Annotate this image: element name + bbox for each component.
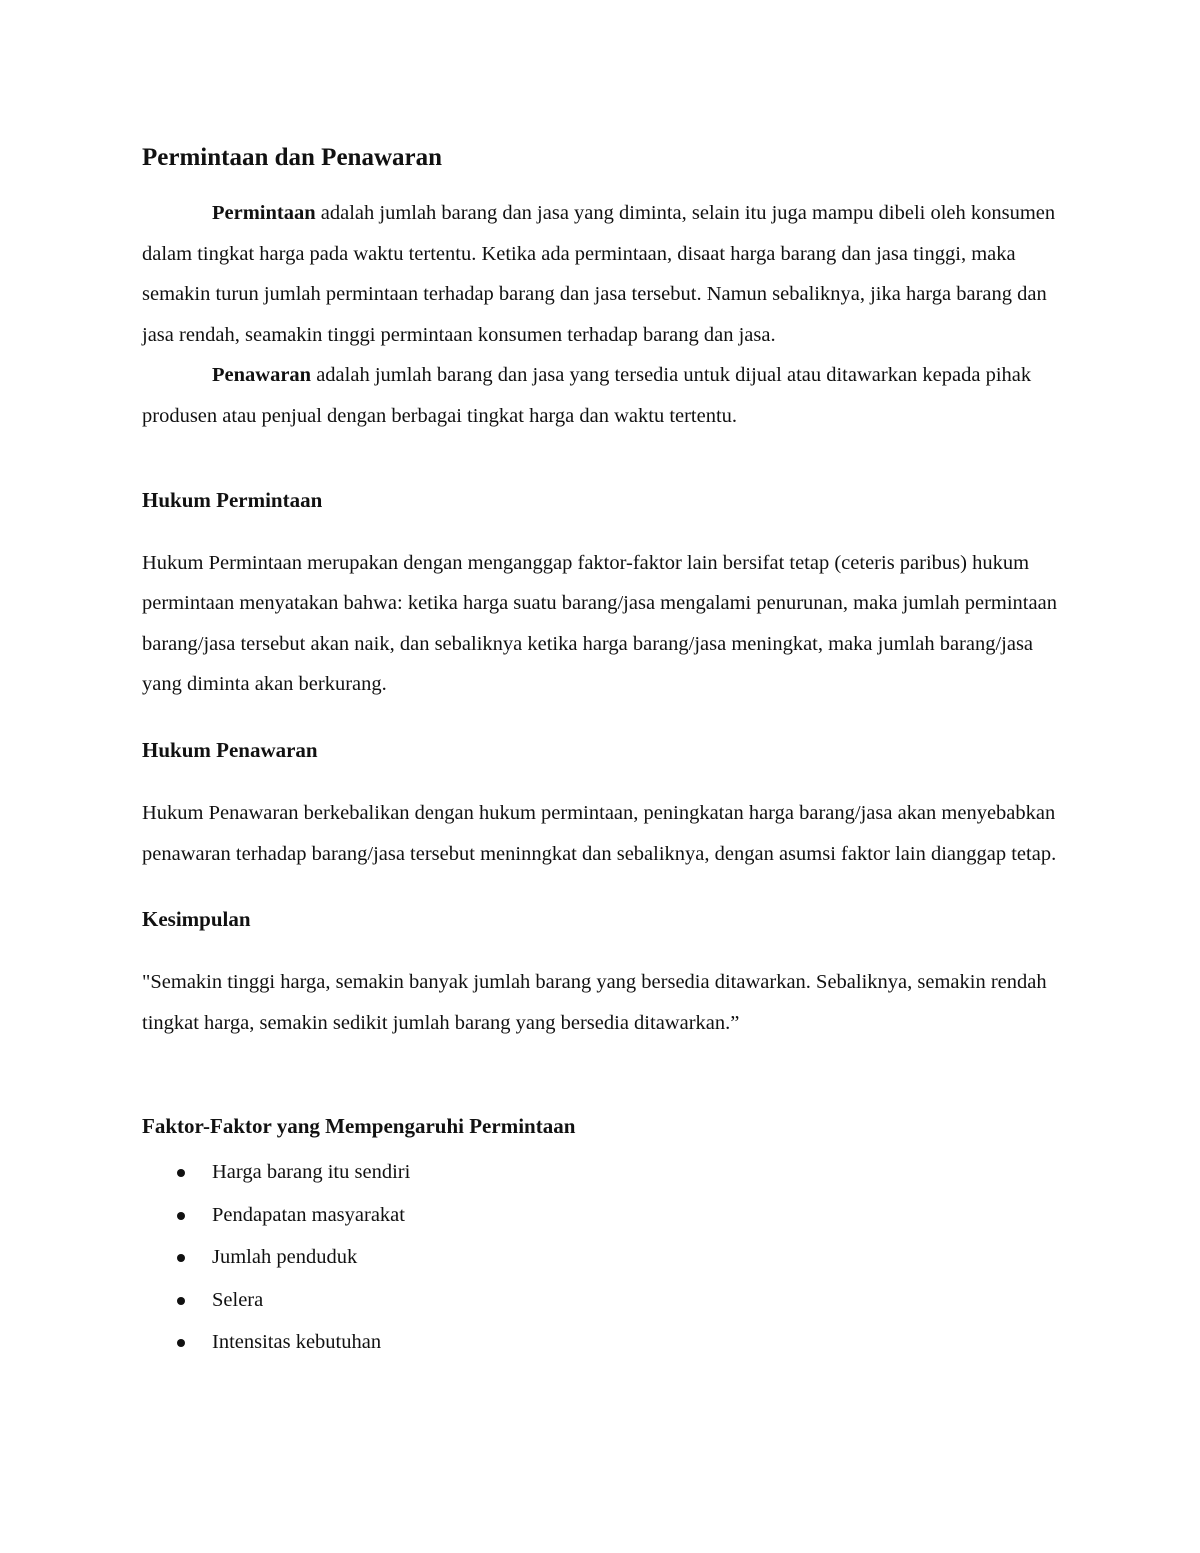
faktor-heading: Faktor-Faktor yang Mempengaruhi Permintaan bbox=[142, 1114, 576, 1139]
bullet-icon bbox=[177, 1212, 185, 1220]
kesimpulan-paragraph: "Semakin tinggi harga, semakin banyak jumlah barang yang bersedia ditawarkan. Sebaliknya, semakin rendah tingkat harga, semakin sedikit jumlah barang yang bersedia ditawarkan.” bbox=[142, 971, 1047, 1034]
list-item bbox=[142, 1151, 1062, 1194]
faktor-list bbox=[142, 1151, 1062, 1364]
hukum-penawaran-paragraph: Hukum Penawaran berkebalikan dengan hukum permintaan, peningkatan harga barang/jasa akan menyebabkan penawaran terhadap barang/jasa tersebut meninngkat dan sebaliknya, dengan asumsi faktor lain dianggap tetap. bbox=[142, 801, 1057, 865]
list-item bbox=[142, 1279, 1062, 1322]
list-item bbox=[142, 1236, 1062, 1279]
permintaan-definition: adalah jumlah barang dan jasa yang diminta, selain itu juga mampu dibeli oleh konsumen dalam tingkat harga pada waktu tertentu. Ketika ada permintaan, disaat harga barang dan jasa tinggi, maka semakin turun jumlah permintaan terhadap barang dan jasa tersebut. Namun sebaliknya, jika harga barang dan jasa rendah, seamakin tinggi permintaan konsumen terhadap barang dan jasa. bbox=[142, 202, 1056, 346]
penawaran-definition: adalah jumlah barang dan jasa yang tersedia untuk dijual atau ditawarkan kepada pihak produsen atau penjual dengan berbagai tingkat harga dan waktu tertentu. bbox=[142, 364, 1032, 427]
bullet-icon bbox=[177, 1254, 185, 1262]
bullet-icon bbox=[177, 1169, 185, 1177]
penawaran-paragraph bbox=[142, 355, 1062, 436]
kesimpulan-heading: Kesimpulan bbox=[142, 907, 251, 932]
permintaan-paragraph bbox=[142, 193, 1062, 355]
list-item bbox=[142, 1321, 1062, 1364]
penawaran-term: Penawaran bbox=[212, 364, 312, 387]
document-title: Permintaan dan Penawaran bbox=[142, 144, 442, 171]
bullet-icon bbox=[177, 1297, 185, 1305]
bullet-icon bbox=[177, 1339, 185, 1347]
list-item-label: Selera bbox=[212, 1288, 264, 1311]
list-item-label: Harga barang itu sendiri bbox=[212, 1161, 411, 1184]
permintaan-term: Permintaan bbox=[212, 202, 316, 224]
hukum-penawaran-heading: Hukum Penawaran bbox=[142, 737, 318, 762]
list-item-label: Jumlah penduduk bbox=[212, 1246, 358, 1269]
hukum-permintaan-paragraph: Hukum Permintaan merupakan dengan menganggap faktor-faktor lain bersifat tetap (ceteris paribus) hukum permintaan menyatakan bahwa: ketika harga suatu barang/jasa mengalami penurunan, maka jumlah permintaan barang/jasa tersebut akan naik, dan sebaliknya ketika harga barang/jasa meningkat, maka jumlah barang/jasa yang diminta akan berkurang. bbox=[142, 551, 1057, 696]
list-item-label: Intensitas kebutuhan bbox=[212, 1331, 382, 1354]
hukum-permintaan-heading: Hukum Permintaan bbox=[142, 487, 323, 512]
list-item bbox=[142, 1194, 1062, 1237]
document-page bbox=[142, 140, 1062, 1364]
list-item-label: Pendapatan masyarakat bbox=[212, 1203, 405, 1226]
